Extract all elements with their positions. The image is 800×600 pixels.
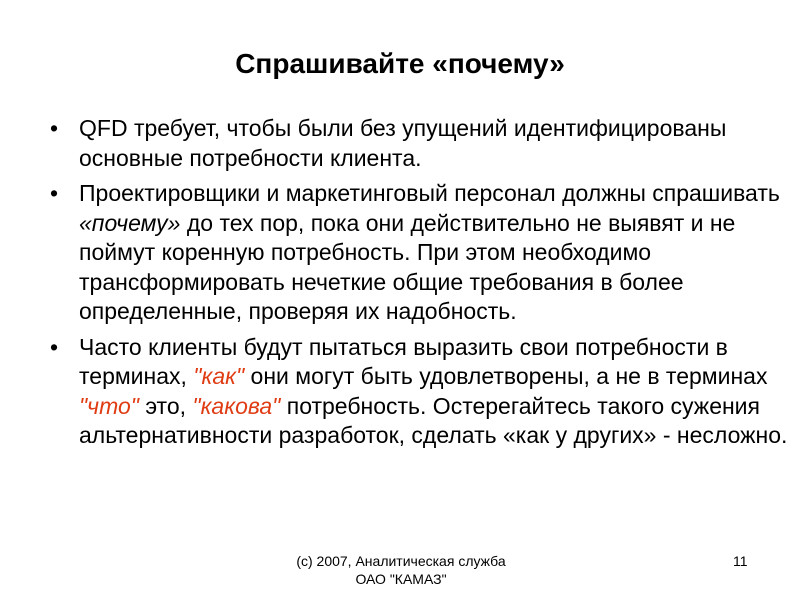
bullet-text-part: они могут быть удовлетворены, а не в терминах xyxy=(244,363,768,389)
bullet-item xyxy=(50,179,790,327)
term-which: "какова" xyxy=(192,392,281,419)
term-what: "что" xyxy=(79,392,139,419)
bullet-icon: • xyxy=(50,180,59,206)
bullet-text-part: Часто клиенты будут пытаться выразить свои потребности в терминах, xyxy=(79,333,728,389)
bullet-text-part: Проектировщики и маркетинговый персонал должны спрашивать xyxy=(79,180,780,206)
footer-line: ОАО "КАМАЗ" xyxy=(355,571,447,587)
bullet-text-part: до тех пор, пока они действительно не выявят и не поймут коренную потребность. При этом необходимо трансформировать нечеткие общие требования в более определенные, проверяя их надобность. xyxy=(79,209,736,324)
bullet-item xyxy=(50,333,790,451)
bullet-item xyxy=(50,114,790,173)
bullet-icon: • xyxy=(50,333,59,360)
term-how: "как" xyxy=(193,363,245,389)
bullet-text-part: это, xyxy=(138,392,193,419)
footer-line: (c) 2007, Аналитическая служба xyxy=(296,553,506,569)
bullet-text-part: потребность. Остерегайтесь такого сужения альтернативности разработок, сделать «как у других» - несложно. xyxy=(79,392,788,448)
emphasis-why: «почему» xyxy=(79,209,181,236)
bullet-list xyxy=(50,114,790,457)
bullet-icon: • xyxy=(50,115,59,141)
page-number: 11 xyxy=(733,553,748,569)
footer xyxy=(266,552,536,588)
slide-title: Спрашивайте «почему» xyxy=(235,48,565,79)
bullet-text: QFD требует, чтобы были без упущений идентифицированы основные потребности клиента. xyxy=(79,115,727,171)
